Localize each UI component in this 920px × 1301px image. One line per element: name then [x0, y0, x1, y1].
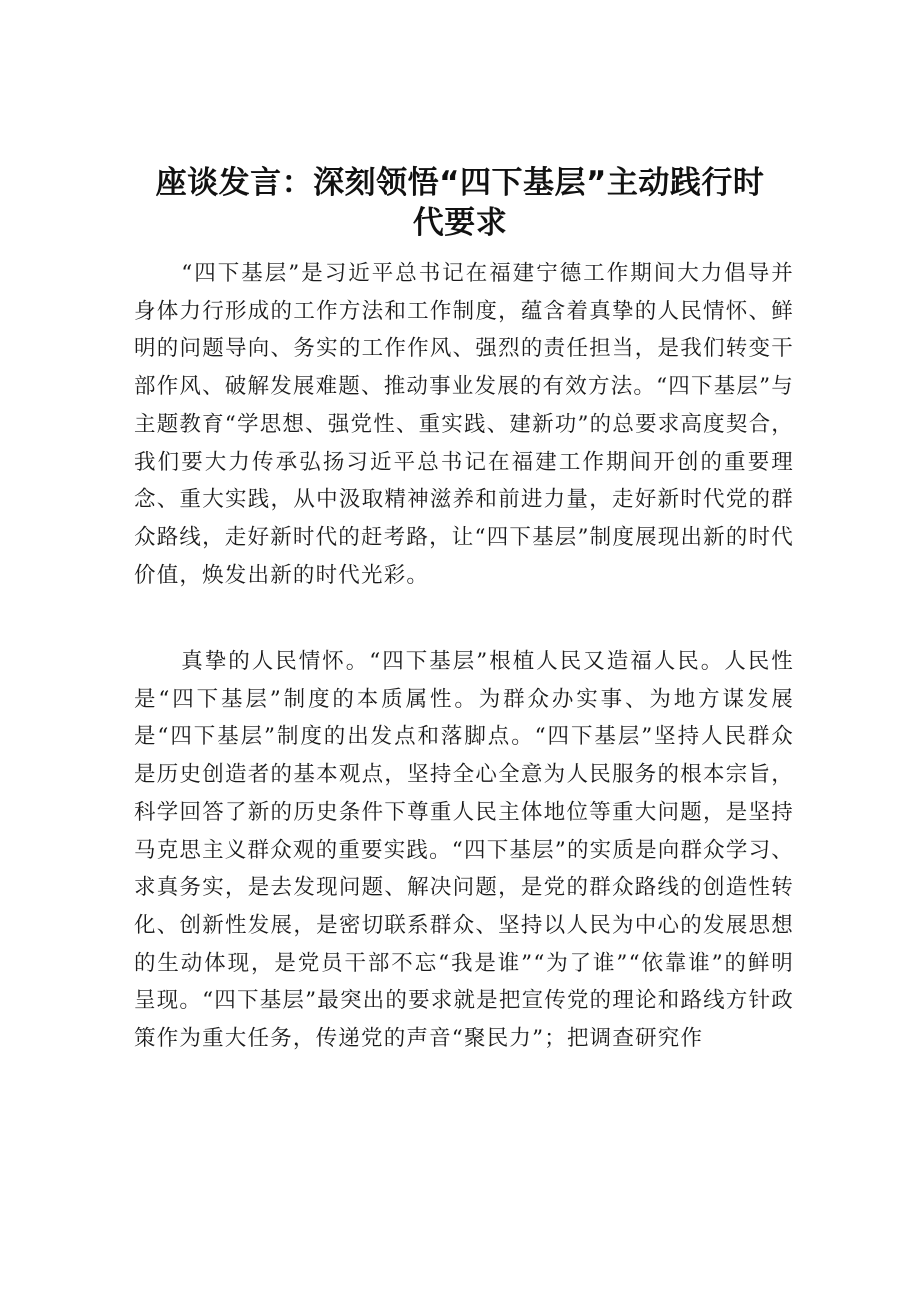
body-paragraph-people-sentiment: 真挚的人民情怀。“四下基层”根植人民又造福人民。人民性是“四下基层”制度的本质属性。为群众办实事、为地方谋发展是“四下基层”制度的出发点和落脚点。“四下基层”坚持人民群众是历史创造者的基本观点，坚持全心全意为人民服务的根本宗旨，科学回答了新的历史条件下尊重人民主体地位等重大问题，是坚持马克思主义群众观的重要实践。“四下基层”的实质是向群众学习、求真务实，是去发现问题、解决问题，是党的群众路线的创造性转化、创新性发展，是密切联系群众、坚持以人民为中心的发展思想的生动体现，是党员干部不忘“我是谁”“为了谁”“依靠谁”的鲜明呈现。“四下基层”最突出的要求就是把宣传党的理论和路线方针政策作为重大任务，传递党的声音“聚民力”；把调查研究作: [134, 649, 794, 1052]
body-paragraph-intro: “四下基层”是习近平总书记在福建宁德工作期间大力倡导并身体力行形成的工作方法和工作制度，蕴含着真挚的人民情怀、鲜明的问题导向、务实的工作作风、强烈的责任担当，是我们转变干部作风、破解发展难题、推动事业发展的有效方法。“四下基层”与主题教育“学思想、强党性、重实践、建新功”的总要求高度契合，我们要大力传承弘扬习近平总书记在福建工作期间开创的重要理念、重大实践，从中汲取精神滋养和前进力量，走好新时代党的群众路线，走好新时代的赶考路，让“四下基层”制度展现出新的时代价值，焕发出新的时代光彩。: [134, 261, 794, 588]
document-title: 座谈发言：深刻领悟“四下基层”主动践行时代要求: [155, 165, 765, 241]
